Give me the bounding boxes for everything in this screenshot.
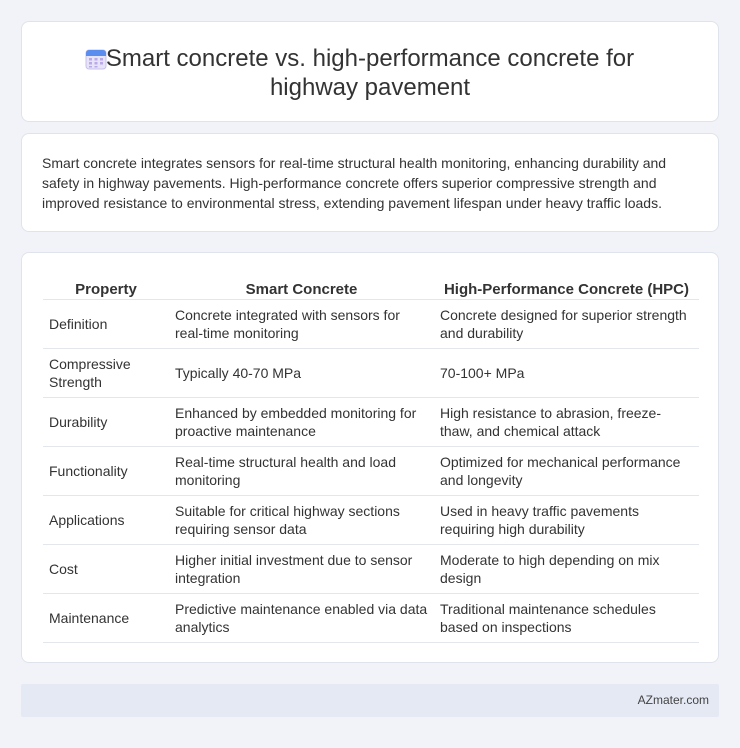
description-card [21,133,719,232]
page-title-line-1: Smart concrete vs. high-performance concrete for [105,45,635,72]
row-smart-value: Concrete integrated with sensors for real-time monitoring [169,299,434,348]
page-title [22,44,718,102]
table-row [43,593,699,642]
table-row [43,299,699,348]
row-smart-value: Higher initial investment due to sensor integration [169,544,434,593]
table-header-row [43,276,699,299]
row-hpc-value: High resistance to abrasion, freeze-thaw, and chemical attack [434,397,699,446]
row-property: Compressive Strength [43,348,169,397]
row-hpc-value: 70-100+ MPa [434,348,699,397]
table-row [43,446,699,495]
page-title-line-2: highway pavement [269,74,471,101]
row-property: Durability [43,397,169,446]
comparison-table [43,276,699,643]
table-row [43,495,699,544]
row-property: Applications [43,495,169,544]
footer-bar [21,684,719,717]
row-property: Definition [43,299,169,348]
header-property: Property [43,276,169,299]
row-property: Maintenance [43,593,169,642]
row-property: Functionality [43,446,169,495]
table-row [43,544,699,593]
row-smart-value: Enhanced by embedded monitoring for proactive maintenance [169,397,434,446]
row-smart-value: Predictive maintenance enabled via data analytics [169,593,434,642]
row-hpc-value: Concrete designed for superior strength and durability [434,299,699,348]
header-hpc: High-Performance Concrete (HPC) [434,276,699,299]
row-hpc-value: Moderate to high depending on mix design [434,544,699,593]
description-text: Smart concrete integrates sensors for real-time structural health monitoring, enhancing durability and safety in highway pavements. High-performance concrete offers superior compressive strength and improved resistance to environmental stress, extending pavement lifespan under heavy traffic loads. [42,155,667,211]
table-row [43,348,699,397]
title-card [21,21,719,122]
header-smart-concrete: Smart Concrete [169,276,434,299]
row-smart-value: Suitable for critical highway sections requiring sensor data [169,495,434,544]
row-hpc-value: Traditional maintenance schedules based on inspections [434,593,699,642]
row-hpc-value: Used in heavy traffic pavements requiring high durability [434,495,699,544]
table-row [43,397,699,446]
comparison-card [21,252,719,663]
row-smart-value: Real-time structural health and load monitoring [169,446,434,495]
row-property: Cost [43,544,169,593]
row-hpc-value: Optimized for mechanical performance and longevity [434,446,699,495]
footer-brand: AZmater.com [637,693,709,707]
row-smart-value: Typically 40-70 MPa [169,348,434,397]
